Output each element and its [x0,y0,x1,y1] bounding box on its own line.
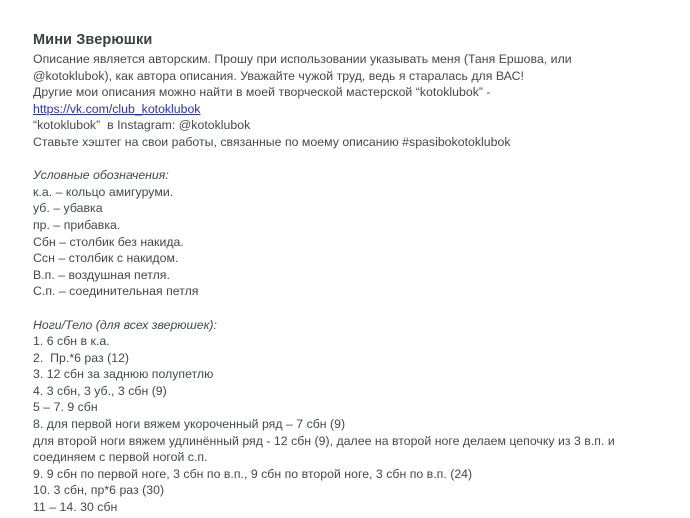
abbreviation-item: Ссн – столбик с накидом. [33,251,179,266]
pattern-row: для второй ноги вяжем удлинённый ряд - 12 сбн (9), далее на второй ноге делаем цепочку из 3 в.п. и соединяем с первой ногой с.п. [33,433,615,465]
pattern-row: 3. 12 сбн за заднюю полупетлю [33,367,214,382]
abbreviation-item: Сбн – столбик без накида. [33,234,184,249]
pattern-row: 9. 9 сбн по первой ноге, 3 сбн по в.п., 9 сбн по второй ноге, 3 сбн по в.п. (24) [33,466,473,481]
page-title: Мини Зверюшки [33,32,153,48]
pattern-row: 8. для первой ноги вяжем укороченный ряд – 7 сбн (9) [33,417,346,432]
abbreviation-item: пр. – прибавка. [33,217,121,232]
hashtag-line: Ставьте хэштег на свои работы, связанные по моему описанию #spasibokotoklubok [33,134,511,149]
spacer-before-pattern [33,300,676,317]
link-line [33,101,676,118]
pattern-row: 10. 3 сбн, пр*6 раз (30) [33,483,165,498]
pattern-row: 1. 6 сбн в к.а. [33,334,110,349]
spacer-before-abbreviations [33,151,676,168]
document-body [33,31,676,516]
intro-line-1: Описание является авторским. Прошу при использовании указывать меня (Таня Ершова, или [33,52,572,66]
intro-line-2: @kotoklubok), как автора описания. Уважайте чужой труд, ведь я старалась для ВАС! [33,68,524,83]
pattern-row: 2. Пр.*6 раз (12) [33,350,130,365]
instagram-line: “kotoklubok” в Instagram: @kotoklubok [33,118,251,133]
abbreviation-item: С.п. – соединительная петля [33,284,199,299]
pattern-row: 4. 3 сбн, 3 уб., 3 сбн (9) [33,383,167,398]
intro-line-3: Другие мои описания можно найти в моей творческой мастерской “kotoklubok” - [33,85,491,100]
abbreviation-item: В.п. – воздушная петля. [33,267,170,282]
pattern-row: 11 – 14. 30 сбн [33,500,118,515]
abbreviation-item: уб. – убавка [33,201,103,216]
pattern-row: 5 – 7. 9 сбн [33,400,98,415]
abbreviation-item: к.а. – кольцо амигуруми. [33,184,174,199]
vk-community-link[interactable]: https://vk.com/club_kotoklubok [33,101,201,116]
abbreviations-heading: Условные обозначения: [33,168,169,183]
pattern-heading: Ноги/Тело (для всех зверюшек): [33,317,217,332]
